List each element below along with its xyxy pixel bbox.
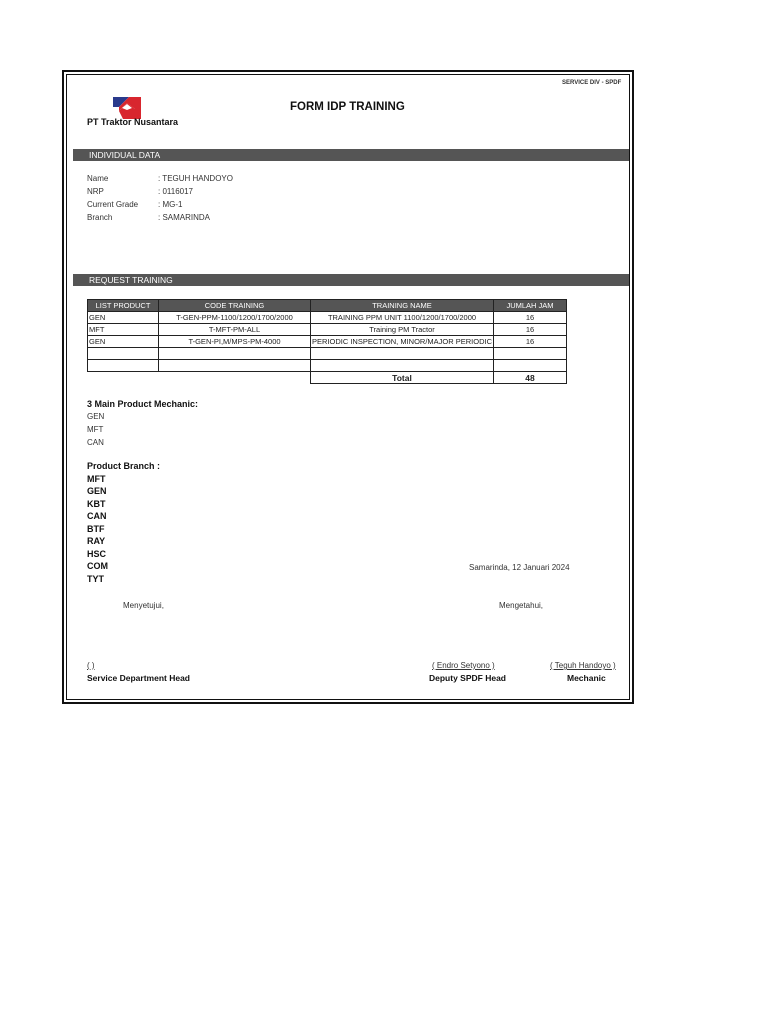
form-title: FORM IDP TRAINING: [290, 101, 405, 113]
signature-role-mechanic: Mechanic: [567, 673, 606, 683]
signature-role-service-head: Service Department Head: [87, 673, 190, 683]
cell-code: T-MFT-PM-ALL: [159, 324, 311, 336]
main-product-heading: 3 Main Product Mechanic:: [87, 399, 199, 409]
cell-hours: 16: [494, 312, 567, 324]
form-inner-border: [66, 74, 630, 700]
service-div-label: SERVICE DIV - SPDF: [562, 80, 622, 86]
product-branch-item: BTF: [87, 524, 105, 534]
cell-code: T-GEN-PI,M/MPS-PM-4000: [159, 336, 311, 348]
field-label-name: Name: [87, 174, 109, 183]
approved-label: Menyetujui,: [123, 601, 164, 610]
tn-logo-icon: [113, 97, 141, 119]
product-branch-item: GEN: [87, 486, 107, 496]
col-header-jumlah-jam: JUMLAH JAM: [494, 300, 567, 312]
company-name: PT Traktor Nusantara: [87, 117, 179, 127]
col-header-list-product: LIST PRODUCT: [88, 300, 159, 312]
product-branch-item: TYT: [87, 574, 104, 584]
product-branch-item: RAY: [87, 536, 106, 546]
cell-code: T-GEN-PPM-1100/1200/1700/2000: [159, 312, 311, 324]
acknowledged-label: Mengetahui,: [499, 601, 544, 610]
table-row-empty: [88, 348, 567, 360]
section-individual-data: INDIVIDUAL DATA: [73, 149, 629, 161]
section-request-training: REQUEST TRAINING: [73, 274, 629, 286]
signature-name-mechanic: ( Teguh Handoyo ): [550, 661, 616, 670]
table-row: [88, 336, 567, 348]
signature-name-deputy: ( Endro Setyono ): [432, 661, 495, 670]
cell-hours: 16: [494, 324, 567, 336]
signature-name-service-head: ( ): [87, 661, 95, 670]
training-table: [87, 299, 567, 384]
table-row: [88, 324, 567, 336]
field-value-nrp: : 0116017: [158, 187, 193, 196]
product-branch-item: MFT: [87, 474, 106, 484]
field-value-branch: : SAMARINDA: [158, 213, 211, 222]
product-branch-item: KBT: [87, 499, 106, 509]
signature-role-deputy: Deputy SPDF Head: [429, 673, 506, 683]
total-label: Total: [311, 372, 494, 384]
table-total-row: [88, 372, 567, 384]
field-value-name: : TEGUH HANDOYO: [158, 174, 233, 183]
cell-hours: 16: [494, 336, 567, 348]
table-row: [88, 312, 567, 324]
main-product-item: CAN: [87, 438, 104, 447]
col-header-code-training: CODE TRAINING: [159, 300, 311, 312]
col-header-training-name: TRAINING NAME: [311, 300, 494, 312]
place-date: Samarinda, 12 Januari 2024: [469, 563, 570, 572]
table-row-empty: [88, 360, 567, 372]
total-value: 48: [494, 372, 567, 384]
field-label-nrp: NRP: [87, 187, 104, 196]
cell-product: GEN: [88, 312, 159, 324]
main-product-item: MFT: [87, 425, 104, 434]
cell-training-name: PERIODIC INSPECTION, MINOR/MAJOR PERIODIC: [312, 337, 493, 346]
cell-training-name: Training PM Tractor: [311, 324, 494, 336]
field-label-grade: Current Grade: [87, 200, 139, 209]
table-header-row: [88, 300, 567, 312]
product-branch-heading: Product Branch :: [87, 461, 161, 471]
product-branch-item: COM: [87, 561, 108, 571]
field-value-grade: : MG-1: [158, 200, 183, 209]
product-branch-item: HSC: [87, 549, 107, 559]
cell-product: MFT: [88, 324, 159, 336]
field-label-branch: Branch: [87, 213, 113, 222]
product-branch-item: CAN: [87, 511, 107, 521]
main-product-item: GEN: [87, 412, 105, 421]
form-frame: [62, 70, 634, 704]
cell-product: GEN: [88, 336, 159, 348]
cell-training-name: TRAINING PPM UNIT 1100/1200/1700/2000: [311, 312, 494, 324]
